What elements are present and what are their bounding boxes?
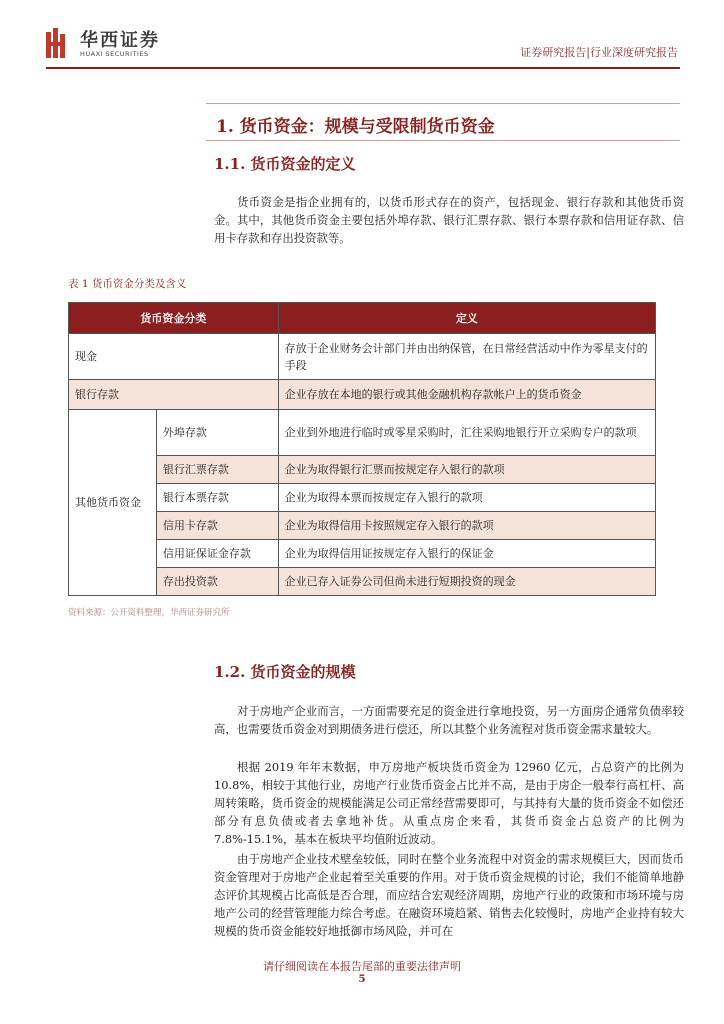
section-1-2-title: 1.2. 货币资金的规模 [214, 663, 356, 681]
scale-paragraph-1: 对于房地产企业而言，一方面需要充足的资金进行拿地投资，另一方面房企通常负债率较高，也需要货币资金对到期债务进行偿还，所以其整个业务流程对货币资金需求量较大。 [214, 704, 684, 736]
table-row [69, 410, 656, 456]
sub-name: 银行本票存款 [156, 484, 278, 512]
brand-name-cn: 华西证券 [80, 30, 160, 51]
header-category: 货币资金分类 [69, 303, 279, 334]
row-def: 企业存放在本地的银行或其他金融机构存款帐户上的货币资金 [278, 380, 655, 410]
table-row [69, 334, 656, 380]
brand-name-en: HUAXI SECURITIES [80, 50, 149, 58]
table-row [69, 540, 656, 568]
sub-def: 企业为取得信用证按规定存入银行的保证金 [278, 540, 655, 568]
row-name: 银行存款 [69, 380, 279, 410]
table-row [69, 456, 656, 484]
sub-def: 企业为取得信用卡按照规定存入银行的款项 [278, 512, 655, 540]
sub-name: 存出投资款 [156, 568, 278, 596]
table-row [69, 568, 656, 596]
page-number: 5 [358, 974, 366, 985]
sub-def: 企业到外地进行临时或零星采购时，汇往采购地银行开立采购专户的款项 [278, 410, 655, 456]
legal-notice: 请仔细阅读在本报告尾部的重要法律声明 [263, 960, 461, 973]
section-1-1-title: 1.1. 货币资金的定义 [214, 155, 356, 173]
currency-fund-table [68, 302, 656, 596]
header-divider [46, 67, 680, 69]
sub-name: 外埠存款 [156, 410, 278, 456]
header-definition: 定义 [278, 303, 655, 334]
report-type: 证券研究报告|行业深度研究报告 [520, 46, 678, 59]
sub-def: 企业为取得本票而按规定存入银行的款项 [278, 484, 655, 512]
row-group-name: 其他货币资金 [69, 410, 157, 596]
scale-paragraph-2: 根据 2019 年年末数据，申万房地产板块货币资金为 12960 亿元，占总资产的比例为 10.8%，相较于其他行业，房地产行业货币资金占比并不高，是由于房企一般奉行高杠杆、高周转策略，货币资金的规模能满足公司正常经营需要即可，与其持有大量的货币资金不如偿还部分有息负债或者去拿地补货。从重点房企来看，其货币资金占总资产的比例为 7.8%-15.1%，基本在板块平均值附近波动。 [214, 760, 684, 846]
table-row [69, 484, 656, 512]
sub-def: 企业为取得银行汇票而按规定存入银行的款项 [278, 456, 655, 484]
huaxi-logo-icon [46, 28, 72, 58]
section-1-heading-box [206, 103, 680, 141]
table-source: 资料来源：公开资料整理，华西证券研究所 [68, 608, 230, 618]
table-caption: 表 1 货币资金分类及含义 [68, 278, 187, 290]
table-row [69, 512, 656, 540]
table-row [69, 380, 656, 410]
sub-name: 信用卡存款 [156, 512, 278, 540]
sub-name: 信用证保证金存款 [156, 540, 278, 568]
scale-paragraph-3: 由于房地产企业技术壁垒较低，同时在整个业务流程中对资金的需求规模巨大，因而货币资金管理对于房地产企业起着至关重要的作用。对于货币资金规模的讨论，我们不能简单地静态评价其规模占比高低是否合理，而应结合宏观经济周期，房地产行业的政策和市场环境与房地产公司的经营管理能力综合考虑。在融资环境趋紧、销售去化较慢时，房地产企业持有较大规模的货币资金能较好地抵御市场风险，并可在 [214, 852, 684, 938]
row-def: 存放于企业财务会计部门并由出纳保管，在日常经营活动中作为零星支付的手段 [278, 334, 655, 380]
sub-def: 企业已存入证券公司但尚未进行短期投资的现金 [278, 568, 655, 596]
sub-name: 银行汇票存款 [156, 456, 278, 484]
row-name: 现金 [69, 334, 279, 380]
definition-paragraph: 货币资金是指企业拥有的，以货币形式存在的资产，包括现金、银行存款和其他货币资金。其中，其他货币资金主要包括外埠存款、银行汇票存款、银行本票存款和信用证存款、信用卡存款和存出投资款等。 [214, 195, 684, 245]
page-header [0, 0, 724, 74]
table-header-row [69, 303, 656, 334]
section-1-title: 1. 货币资金：规模与受限制货币资金 [216, 117, 495, 137]
